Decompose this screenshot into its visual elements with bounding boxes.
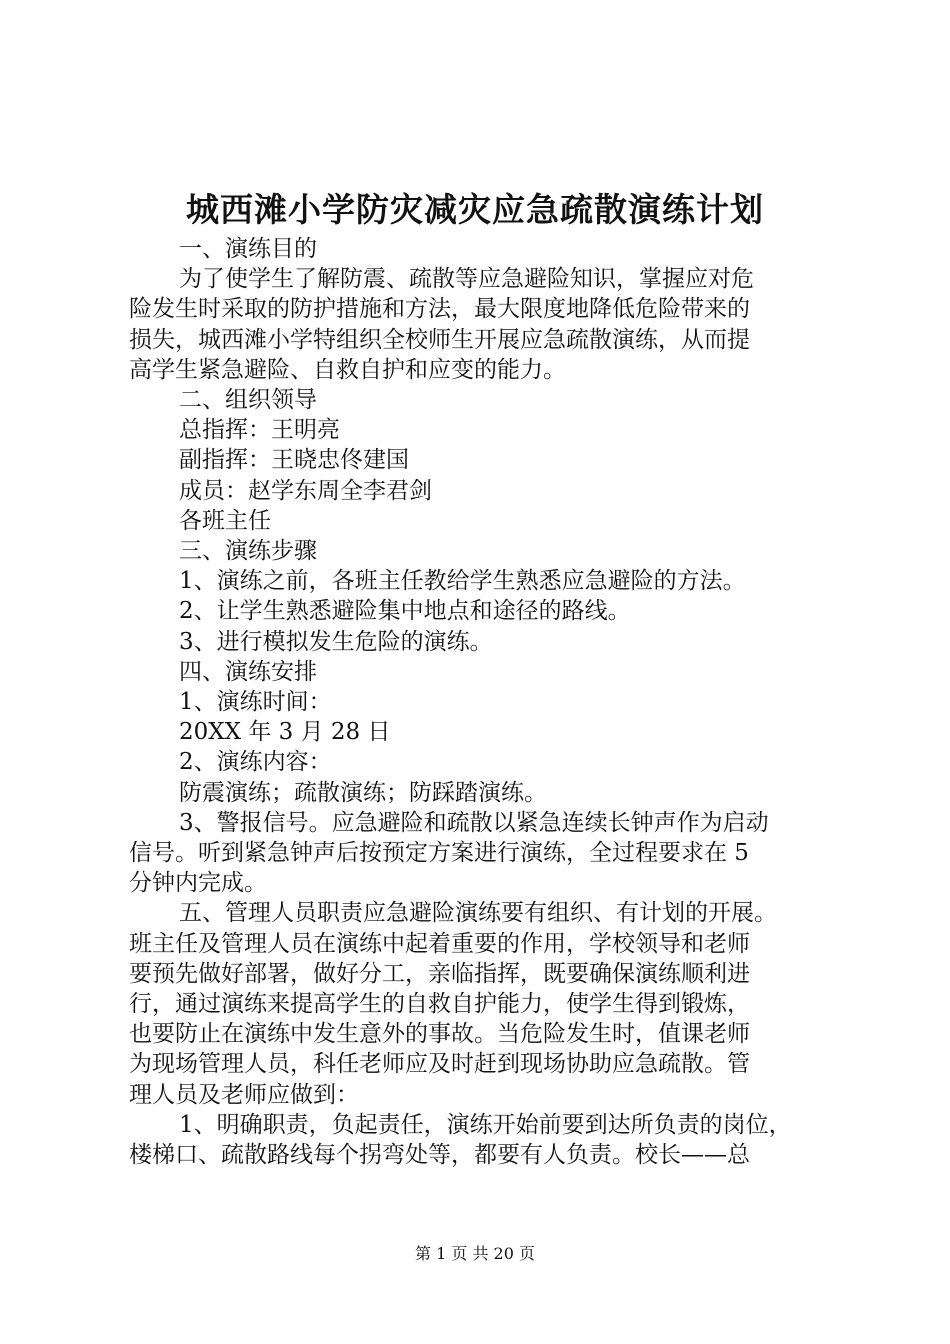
text-line: 险发生时采取的防护措施和方法，最大限度地降低危险带来的 [129, 296, 750, 323]
document-title: 城西滩小学防灾减灾应急疏散演练计划 [186, 190, 764, 229]
schedule-line: 1、演练时间： [179, 689, 332, 716]
schedule-line: 20XX 年 3 月 28 日 [179, 719, 391, 746]
section-heading-3: 三、演练步骤 [179, 538, 317, 565]
document-body [129, 234, 829, 1170]
text-line: 楼梯口、疏散路线每个拐弯处等，都要有人负责。校长——总 [129, 1142, 750, 1169]
paragraph-duty-item-1 [129, 1110, 829, 1170]
text-line: 要预先做好部署，做好分工，亲临指挥，既要确保演练顺利进 [129, 960, 750, 987]
step-line: 2、让学生熟悉避险集中地点和途径的路线。 [179, 598, 631, 625]
step-line: 3、进行模拟发生危险的演练。 [179, 628, 493, 655]
text-line: 分钟内完成。 [129, 870, 267, 897]
text-line: 为现场管理人员，科任老师应及时赶到现场协助应急疏散。管 [129, 1051, 750, 1078]
text-line: 损失，城西滩小学特组织全校师生开展应急疏散演练，从而提 [129, 326, 750, 353]
text-line: 3、警报信号。应急避险和疏散以紧急连续长钟声作为启动 [179, 809, 769, 836]
text-line: 五、管理人员职责应急避险演练要有组织、有计划的开展。 [179, 900, 777, 927]
leader-line: 成员：赵学东周全李君剑 [179, 477, 432, 504]
text-line: 1、明确职责，负起责任，演练开始前要到达所负责的岗位， [179, 1111, 792, 1138]
step-line: 1、演练之前，各班主任教给学生熟悉应急避险的方法。 [179, 568, 746, 595]
leader-line: 总指挥：王明亮 [179, 417, 340, 444]
section-heading-4: 四、演练安排 [179, 658, 317, 685]
paragraph-purpose [129, 264, 829, 385]
schedule-line: 2、演练内容： [179, 749, 332, 776]
paragraph-alarm [129, 808, 829, 899]
text-line: 高学生紧急避险、自救自护和应变的能力。 [129, 356, 566, 383]
leader-line: 副指挥：王晓忠佟建国 [179, 447, 409, 474]
section-heading-2: 二、组织领导 [179, 387, 317, 414]
text-line: 为了使学生了解防震、疏散等应急避险知识，掌握应对危 [179, 266, 754, 293]
text-line: 班主任及管理人员在演练中起着重要的作用，学校领导和老师 [129, 930, 750, 957]
page-footer: 第 1 页 共 20 页 [415, 1244, 535, 1263]
paragraph-duties [129, 898, 829, 1109]
text-line: 也要防止在演练中发生意外的事故。当危险发生时，值课老师 [129, 1021, 750, 1048]
leader-line: 各班主任 [179, 507, 271, 534]
section-heading-1: 一、演练目的 [179, 236, 317, 262]
text-line: 理人员及老师应做到： [129, 1081, 359, 1108]
schedule-line: 防震演练；疏散演练；防踩踏演练。 [179, 779, 547, 806]
text-line: 行，通过演练来提高学生的自救自护能力，使学生得到锻炼， [129, 991, 750, 1018]
text-line: 信号。听到紧急钟声后按预定方案进行演练，全过程要求在 5 [129, 840, 749, 867]
